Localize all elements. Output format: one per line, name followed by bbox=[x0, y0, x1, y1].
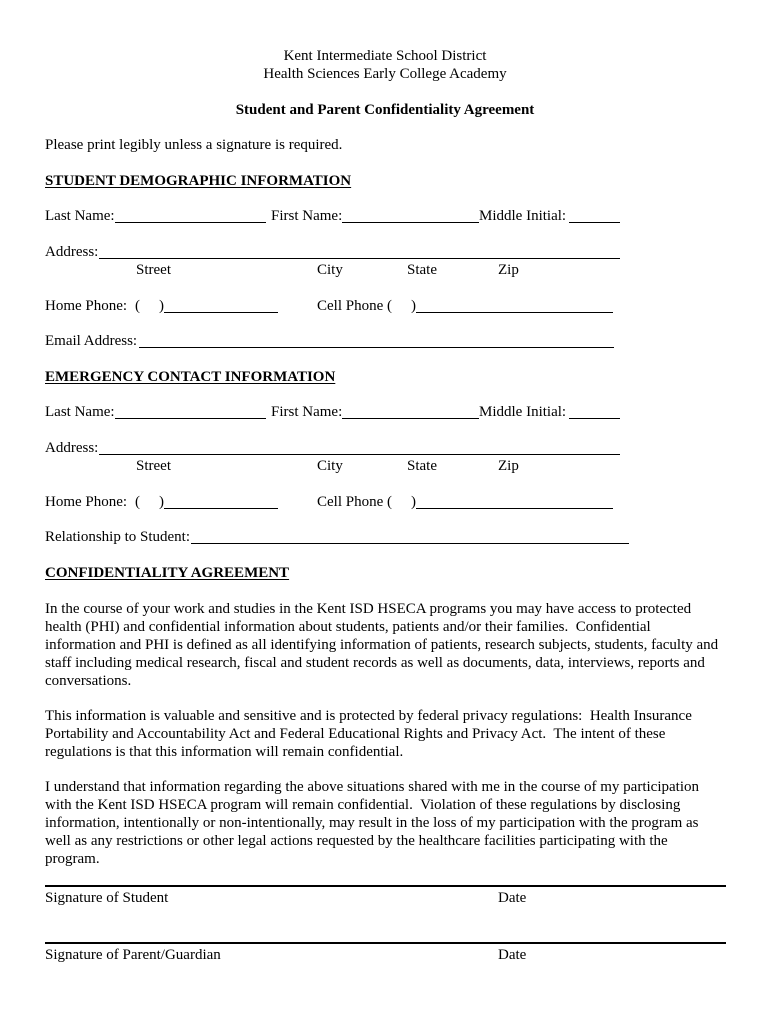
parent-signature-label: Signature of Parent/Guardian bbox=[45, 947, 221, 963]
home-area-code-open: ( bbox=[135, 298, 140, 314]
first-name-label: First Name: bbox=[271, 404, 343, 420]
student-section-heading: STUDENT DEMOGRAPHIC INFORMATION bbox=[45, 173, 352, 189]
emergency-name-row bbox=[0, 403, 770, 421]
paragraph-line: In the course of your work and studies in the Kent ISD HSECA programs you may have access to protected bbox=[45, 601, 692, 617]
address-label: Address: bbox=[45, 244, 99, 260]
paragraph-line: conversations. bbox=[45, 673, 132, 689]
state-label: State bbox=[407, 262, 437, 278]
parent-signature-line[interactable] bbox=[45, 942, 726, 944]
student-cell-phone-field[interactable] bbox=[416, 312, 613, 313]
emergency-first-name-field[interactable] bbox=[342, 418, 479, 419]
zip-label: Zip bbox=[498, 458, 519, 474]
home-area-code-close: ) bbox=[159, 494, 164, 510]
paragraph-line: well as any restrictions or other legal actions requested by the healthcare facilities participating with the bbox=[45, 833, 668, 849]
student-middle-initial-field[interactable] bbox=[569, 222, 620, 223]
student-signature-label: Signature of Student bbox=[45, 890, 169, 906]
zip-label: Zip bbox=[498, 262, 519, 278]
home-phone-label: Home Phone: bbox=[45, 494, 128, 510]
cell-area-code-close: ) bbox=[411, 298, 416, 314]
paragraph-line: Portability and Accountability Act and Federal Educational Rights and Privacy Act. The intent of these bbox=[45, 726, 666, 742]
emergency-middle-initial-field[interactable] bbox=[569, 418, 620, 419]
home-area-code-open: ( bbox=[135, 494, 140, 510]
student-address-row bbox=[0, 243, 770, 261]
student-phone-row bbox=[0, 297, 770, 315]
student-home-phone-field[interactable] bbox=[164, 312, 278, 313]
paragraph-line: with the Kent ISD HSECA program will remain confidential. Violation of these regulations by disclosing bbox=[45, 797, 681, 813]
emergency-address-row bbox=[0, 439, 770, 457]
home-phone-label: Home Phone: bbox=[45, 298, 128, 314]
email-label: Email Address: bbox=[45, 333, 138, 349]
district-name: Kent Intermediate School District bbox=[283, 48, 487, 64]
student-name-row bbox=[0, 207, 770, 225]
emergency-phone-row bbox=[0, 493, 770, 511]
cell-phone-label: Cell Phone ( bbox=[317, 494, 392, 510]
student-address-field[interactable] bbox=[99, 258, 620, 259]
student-date-label: Date bbox=[498, 890, 527, 906]
emergency-address-parts-row bbox=[0, 457, 770, 475]
agreement-heading: CONFIDENTIALITY AGREEMENT bbox=[45, 565, 290, 581]
student-email-field[interactable] bbox=[139, 347, 614, 348]
relationship-label: Relationship to Student: bbox=[45, 529, 190, 545]
home-area-code-close: ) bbox=[159, 298, 164, 314]
paragraph-line: regulations is that this information will remain confidential. bbox=[45, 744, 404, 760]
city-label: City bbox=[317, 458, 343, 474]
address-label: Address: bbox=[45, 440, 99, 456]
emergency-last-name-field[interactable] bbox=[115, 418, 266, 419]
emergency-home-phone-field[interactable] bbox=[164, 508, 278, 509]
paragraph-line: information, intentionally or non-intentionally, may result in the loss of my participation with the program as bbox=[45, 815, 699, 831]
student-last-name-field[interactable] bbox=[115, 222, 266, 223]
student-email-row bbox=[0, 332, 770, 350]
student-signature-line[interactable] bbox=[45, 885, 726, 887]
last-name-label: Last Name: bbox=[45, 208, 115, 224]
first-name-label: First Name: bbox=[271, 208, 343, 224]
paragraph-line: This information is valuable and sensitive and is protected by federal privacy regulations: Health Insurance bbox=[45, 708, 692, 724]
paragraph-line: program. bbox=[45, 851, 100, 867]
academy-name: Health Sciences Early College Academy bbox=[263, 66, 507, 82]
cell-phone-label: Cell Phone ( bbox=[317, 298, 392, 314]
street-label: Street bbox=[136, 458, 171, 474]
middle-initial-label: Middle Initial: bbox=[479, 208, 567, 224]
parent-date-label: Date bbox=[498, 947, 527, 963]
student-address-parts-row bbox=[0, 261, 770, 279]
relationship-field[interactable] bbox=[191, 543, 629, 544]
state-label: State bbox=[407, 458, 437, 474]
paragraph-line: I understand that information regarding the above situations shared with me in the course of my participation bbox=[45, 779, 699, 795]
emergency-section-heading: EMERGENCY CONTACT INFORMATION bbox=[45, 369, 336, 385]
cell-area-code-close: ) bbox=[411, 494, 416, 510]
city-label: City bbox=[317, 262, 343, 278]
paragraph-line: health (PHI) and confidential information about students, patients and/or their families. Confidential bbox=[45, 619, 651, 635]
last-name-label: Last Name: bbox=[45, 404, 115, 420]
relationship-row bbox=[0, 528, 770, 546]
paragraph-line: information and PHI is defined as all identifying information of patients, research subjects, students, faculty and bbox=[45, 637, 719, 653]
street-label: Street bbox=[136, 262, 171, 278]
student-first-name-field[interactable] bbox=[342, 222, 479, 223]
paragraph-line: staff including medical research, fiscal and student records as well as documents, data, interviews, reports and bbox=[45, 655, 705, 671]
instructions-text: Please print legibly unless a signature is required. bbox=[45, 137, 343, 153]
emergency-address-field[interactable] bbox=[99, 454, 620, 455]
emergency-cell-phone-field[interactable] bbox=[416, 508, 613, 509]
form-title: Student and Parent Confidentiality Agreement bbox=[235, 102, 535, 118]
middle-initial-label: Middle Initial: bbox=[479, 404, 567, 420]
